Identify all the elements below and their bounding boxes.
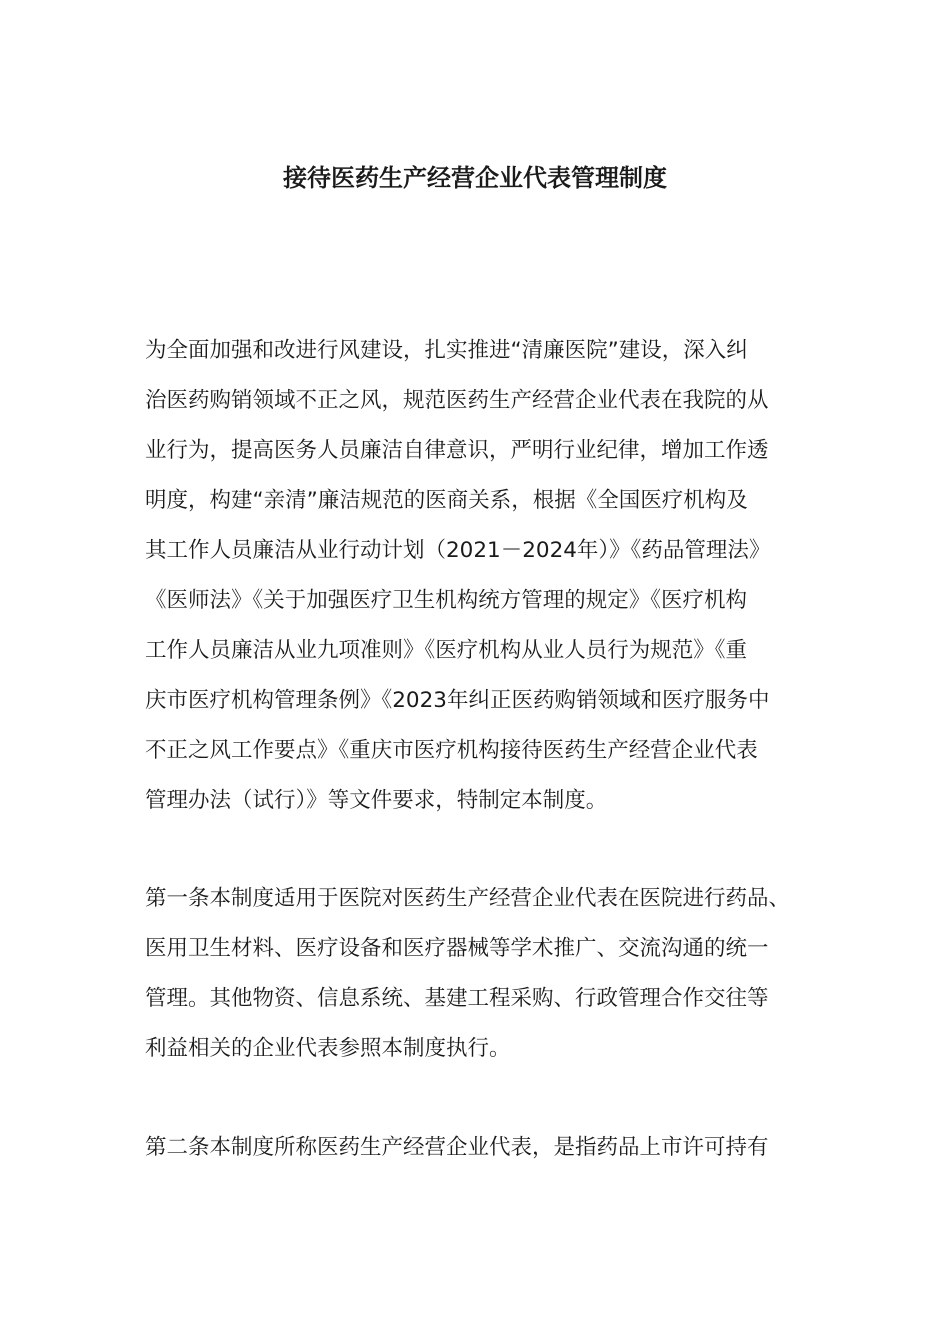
text-line: 治医药购销领域不正之风，规范医药生产经营企业代表在我院的从: [145, 388, 769, 413]
text-line: 工作人员廉洁从业九项准则》《医疗机构从业人员行为规范》《重: [145, 638, 748, 663]
text-line: 医用卫生材料、医疗设备和医疗器械等学术推广、交流沟通的统一: [145, 936, 769, 961]
text-line: 不正之风工作要点》《重庆市医疗机构接待医药生产经营企业代表: [145, 738, 758, 763]
text-line: 业行为，提高医务人员廉洁自律意识，严明行业纪律，增加工作透: [145, 438, 769, 463]
text-line: 明度，构建“亲清”廉洁规范的医商关系，根据《全国医疗机构及: [145, 488, 748, 513]
text-line: 《医师法》《关于加强医疗卫生机构统方管理的规定》《医疗机构: [145, 588, 748, 613]
text-line: 管理。其他物资、信息系统、基建工程采购、行政管理合作交往等: [145, 986, 769, 1011]
paragraph-article-1: [145, 874, 815, 1074]
text-line: 第二条本制度所称医药生产经营企业代表，是指药品上市许可持有: [145, 1135, 769, 1160]
paragraph-preamble: [145, 326, 815, 826]
document-title: 接待医药生产经营企业代表管理制度: [283, 164, 667, 192]
text-line: 第一条本制度适用于医院对医药生产经营企业代表在医院进行药品、: [145, 886, 791, 911]
text-line: 为全面加强和改进行风建设，扎实推进“清廉医院”建设，深入纠: [145, 338, 748, 363]
text-line: 庆市医疗机构管理条例》《2023年纠正医药购销领域和医疗服务中: [145, 688, 770, 713]
text-line: 利益相关的企业代表参照本制度执行。: [145, 1036, 511, 1061]
paragraph-article-2: [145, 1123, 815, 1173]
text-line: 管理办法（试行）》等文件要求，特制定本制度。: [145, 788, 608, 813]
text-line: 其工作人员廉洁从业行动计划（2021－2024年）》《药品管理法》: [145, 538, 771, 563]
